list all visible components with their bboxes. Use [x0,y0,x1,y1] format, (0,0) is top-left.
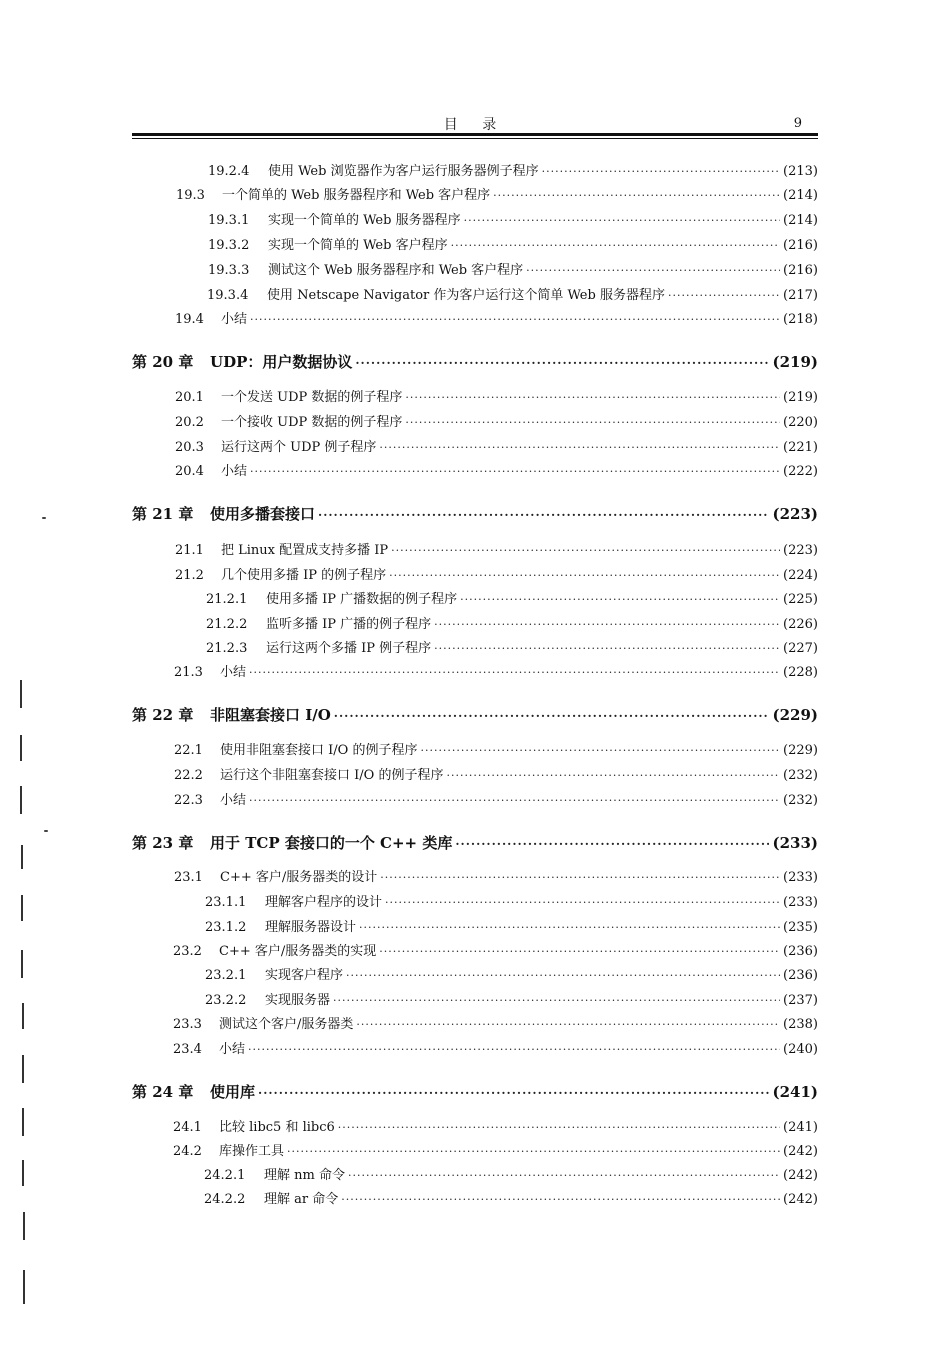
toc-entry-title: 用于 TCP 套接口的一个 C++ 类库 [210,834,453,852]
toc-entry-title: 小结 [221,312,248,327]
toc-section-entry [207,284,818,303]
scan-speck [42,517,46,519]
toc-leader-dots [355,356,769,370]
toc-leader-dots [250,313,780,326]
toc-entry-number: 19.3.1 [208,213,250,228]
toc-entry-number: 21.1 [175,543,204,558]
toc-entry-page: (219) [772,353,818,371]
toc-entry-page: (232) [783,793,818,808]
toc-entry-number: 19.4 [175,312,204,327]
margin-line [20,786,22,814]
toc-entry-title: 一个接收 UDP 数据的例子程序 [221,415,403,430]
toc-entry-title: 实现服务器 [265,993,331,1008]
toc-entry-number: 24.2.2 [204,1192,246,1207]
toc-entry-number: 23.2.1 [205,968,247,983]
toc-leader-dots [250,465,780,478]
scan-speck [44,830,48,832]
toc-chapter-entry [132,704,818,725]
toc-entry-number: 23.4 [173,1042,202,1057]
toc-entry-page: (223) [772,505,818,523]
toc-entry-title: 小结 [220,665,247,680]
toc-section-entry [204,1164,818,1183]
toc-entry-number: 21.2.2 [206,617,248,632]
toc-section-entry [175,460,818,479]
toc-section-entry [174,789,818,808]
toc-entry-title: 理解客户程序的设计 [265,895,383,910]
toc-entry-title: 使用多播 IP 广播数据的例子程序 [266,592,458,607]
toc-entry-page: (242) [783,1144,818,1159]
toc-entry-page: (242) [783,1168,818,1183]
toc-leader-dots [359,921,780,934]
toc-entry-title: 非阻塞套接口 I/O [210,706,331,724]
toc-section-entry [175,308,818,327]
toc-leader-dots [451,239,780,252]
toc-leader-dots [249,666,780,679]
toc-entry-page: (240) [783,1042,818,1057]
margin-line [22,1055,24,1083]
toc-entry-page: (217) [783,288,818,303]
toc-entry-number: 第 20 章 [132,353,194,371]
toc-entry-number: 23.2 [173,944,202,959]
toc-entry-number: 19.3.2 [208,238,250,253]
toc-section-entry [173,1038,818,1057]
toc-entry-number: 21.2.3 [206,641,248,656]
margin-line [21,895,23,921]
toc-leader-dots [391,544,780,557]
margin-line [23,1270,25,1304]
toc-entry-title: 使用非阻塞套接口 I/O 的例子程序 [220,743,418,758]
toc-section-entry [206,588,818,607]
toc-entry-title: C++ 客户/服务器类的设计 [220,870,378,885]
margin-line [22,1160,24,1186]
toc-entry-title: 使用 Web 浏览器作为客户运行服务器例子程序 [268,164,539,179]
toc-entry-number: 20.2 [175,415,204,430]
toc-entry-page: (218) [783,312,818,327]
toc-entry-title: UDP：用户数据协议 [210,353,353,371]
toc-section-entry [205,891,818,910]
toc-entry-page: (224) [783,568,818,583]
toc-entry-title: 一个简单的 Web 服务器程序和 Web 客户程序 [222,188,491,203]
toc-entry-page: (236) [783,968,818,983]
toc-leader-dots [379,945,780,958]
toc-entry-number: 第 24 章 [132,1083,194,1101]
toc-entry-page: (241) [783,1120,818,1135]
toc-section-entry [175,564,818,583]
toc-entry-page: (233) [783,870,818,885]
toc-entry-page: (225) [783,592,818,607]
toc-entry-title: 小结 [220,793,247,808]
toc-leader-dots [434,618,780,631]
toc-entry-page: (216) [783,238,818,253]
toc-entry-page: (242) [783,1192,818,1207]
toc-section-entry [173,1116,818,1135]
toc-entry-title: 实现客户程序 [265,968,344,983]
toc-leader-dots [258,1086,769,1100]
toc-entry-title: 使用 Netscape Navigator 作为客户运行这个简单 Web 服务器程序 [267,288,665,303]
margin-line [23,1212,25,1240]
toc-section-entry [173,1140,818,1159]
toc-entry-number: 24.1 [173,1120,202,1135]
toc-entry-number: 22.3 [174,793,203,808]
toc-leader-dots [341,1193,780,1206]
toc-leader-dots [526,264,780,277]
toc-leader-dots [338,1121,780,1134]
toc-entry-number: 23.1.1 [205,895,247,910]
toc-entry-number: 23.1 [174,870,203,885]
toc-entry-number: 19.3.3 [208,263,250,278]
toc-entry-page: (238) [783,1017,818,1032]
toc-leader-dots [248,1043,780,1056]
toc-entry-number: 22.2 [174,768,203,783]
toc-section-entry [175,386,818,405]
toc-section-entry [174,661,818,680]
toc-section-entry [175,539,818,558]
toc-entry-page: (216) [783,263,818,278]
toc-entry-page: (237) [783,993,818,1008]
toc-entry-page: (235) [783,920,818,935]
toc-entry-title: 运行这个非阻塞套接口 I/O 的例子程序 [220,768,444,783]
toc-entry-title: 小结 [221,464,248,479]
toc-entry-page: (236) [783,944,818,959]
toc-section-entry [208,160,818,179]
toc-entry-number: 23.3 [173,1017,202,1032]
toc-leader-dots [493,189,780,202]
toc-entry-page: (233) [772,834,818,852]
toc-entry-number: 19.3 [176,188,205,203]
toc-entry-page: (227) [783,641,818,656]
toc-section-entry [175,411,818,430]
toc-entry-title: 使用多播套接口 [210,505,316,523]
toc-entry-number: 20.4 [175,464,204,479]
toc-entry-page: (226) [783,617,818,632]
toc-entry-number: 20.1 [175,390,204,405]
toc-entry-number: 19.2.4 [208,164,250,179]
toc-entry-page: (228) [783,665,818,680]
toc-entry-page: (233) [783,895,818,910]
toc-section-entry [206,637,818,656]
toc-leader-dots [668,289,780,302]
toc-entry-title: 小结 [219,1042,246,1057]
toc-section-entry [205,916,818,935]
toc-leader-dots [334,709,770,723]
margin-line [20,680,22,708]
toc-entry-page: (222) [783,464,818,479]
toc-section-entry [205,964,818,983]
margin-line [21,845,23,869]
toc-entry-number: 24.2.1 [204,1168,246,1183]
toc-leader-dots [405,416,780,429]
margin-line [21,950,23,978]
toc-entry-title: 库操作工具 [219,1144,285,1159]
toc-leader-dots [389,569,780,582]
toc-entry-number: 23.2.2 [205,993,247,1008]
toc-leader-dots [348,1169,780,1182]
margin-line [22,1108,24,1136]
toc-entry-title: 运行这两个多播 IP 例子程序 [266,641,432,656]
toc-entry-number: 21.2.1 [206,592,248,607]
toc-entry-title: 理解 nm 命令 [264,1168,345,1183]
toc-section-entry [208,259,818,278]
toc-leader-dots [249,794,780,807]
toc-entry-number: 20.3 [175,440,204,455]
toc-entry-title: 测试这个 Web 服务器程序和 Web 客户程序 [268,263,524,278]
toc-entry-title: 测试这个客户/服务器类 [219,1017,354,1032]
toc-entry-title: 理解服务器设计 [265,920,357,935]
toc-entry-number: 第 21 章 [132,505,194,523]
toc-leader-dots [446,769,780,782]
header-title: 目 录 [443,117,507,133]
toc-entry-number: 第 23 章 [132,834,194,852]
toc-section-entry [176,184,818,203]
toc-leader-dots [356,1018,780,1031]
toc-chapter-entry [132,1081,818,1102]
toc-entry-page: (214) [783,213,818,228]
toc-entry-number: 21.3 [174,665,203,680]
toc-entry-page: (241) [772,1083,818,1101]
toc-entry-title: C++ 客户/服务器类的实现 [219,944,377,959]
toc-section-entry [174,866,818,885]
toc-section-entry [204,1188,818,1207]
toc-section-entry [208,234,818,253]
toc-entry-title: 理解 ar 命令 [264,1192,339,1207]
toc-section-entry [174,739,818,758]
toc-leader-dots [379,441,780,454]
toc-entry-page: (229) [772,706,818,724]
toc-leader-dots [287,1145,780,1158]
toc-chapter-entry [132,503,818,524]
toc-leader-dots [420,744,780,757]
toc-section-entry [173,1013,818,1032]
toc-entry-number: 第 22 章 [132,706,194,724]
toc-entry-title: 监听多播 IP 广播的例子程序 [266,617,432,632]
toc-leader-dots [333,994,780,1007]
toc-entry-page: (223) [783,543,818,558]
toc-entry-page: (221) [783,440,818,455]
toc-leader-dots [455,837,769,851]
toc-section-entry [173,940,818,959]
toc-leader-dots [464,214,780,227]
toc-entry-title: 比较 libc5 和 libc6 [219,1120,335,1135]
margin-line [22,1003,24,1029]
toc-entry-page: (232) [783,768,818,783]
toc-chapter-entry [132,832,818,853]
toc-section-entry [206,613,818,632]
toc-entry-page: (219) [783,390,818,405]
toc-entry-title: 实现一个简单的 Web 客户程序 [268,238,448,253]
toc-entry-page: (229) [783,743,818,758]
toc-entry-number: 19.3.4 [207,288,249,303]
toc-entry-title: 实现一个简单的 Web 服务器程序 [268,213,461,228]
toc-entry-page: (214) [783,188,818,203]
toc-leader-dots [346,969,780,982]
toc-entry-number: 23.1.2 [205,920,247,935]
toc-entry-title: 把 Linux 配置成支持多播 IP [221,543,389,558]
toc-entry-title: 运行这两个 UDP 例子程序 [221,440,377,455]
toc-leader-dots [380,871,780,884]
toc-section-entry [175,436,818,455]
toc-section-entry [174,764,818,783]
toc-chapter-entry [132,351,818,372]
toc-section-entry [208,209,818,228]
toc-entry-number: 24.2 [173,1144,202,1159]
toc-entry-title: 使用库 [210,1083,256,1101]
toc-entry-number: 22.1 [174,743,203,758]
toc-leader-dots [434,642,780,655]
toc-entry-title: 几个使用多播 IP 的例子程序 [221,568,387,583]
toc-entry-number: 21.2 [175,568,204,583]
toc-entry-page: (220) [783,415,818,430]
toc-section-entry [205,989,818,1008]
margin-line [20,735,22,761]
toc-leader-dots [405,391,780,404]
toc-leader-dots [542,165,780,178]
toc-entry-page: (213) [783,164,818,179]
header-page-number: 9 [793,116,802,131]
toc-leader-dots [460,593,780,606]
toc-leader-dots [385,896,780,909]
toc-entry-title: 一个发送 UDP 数据的例子程序 [221,390,403,405]
toc-leader-dots [318,508,769,522]
